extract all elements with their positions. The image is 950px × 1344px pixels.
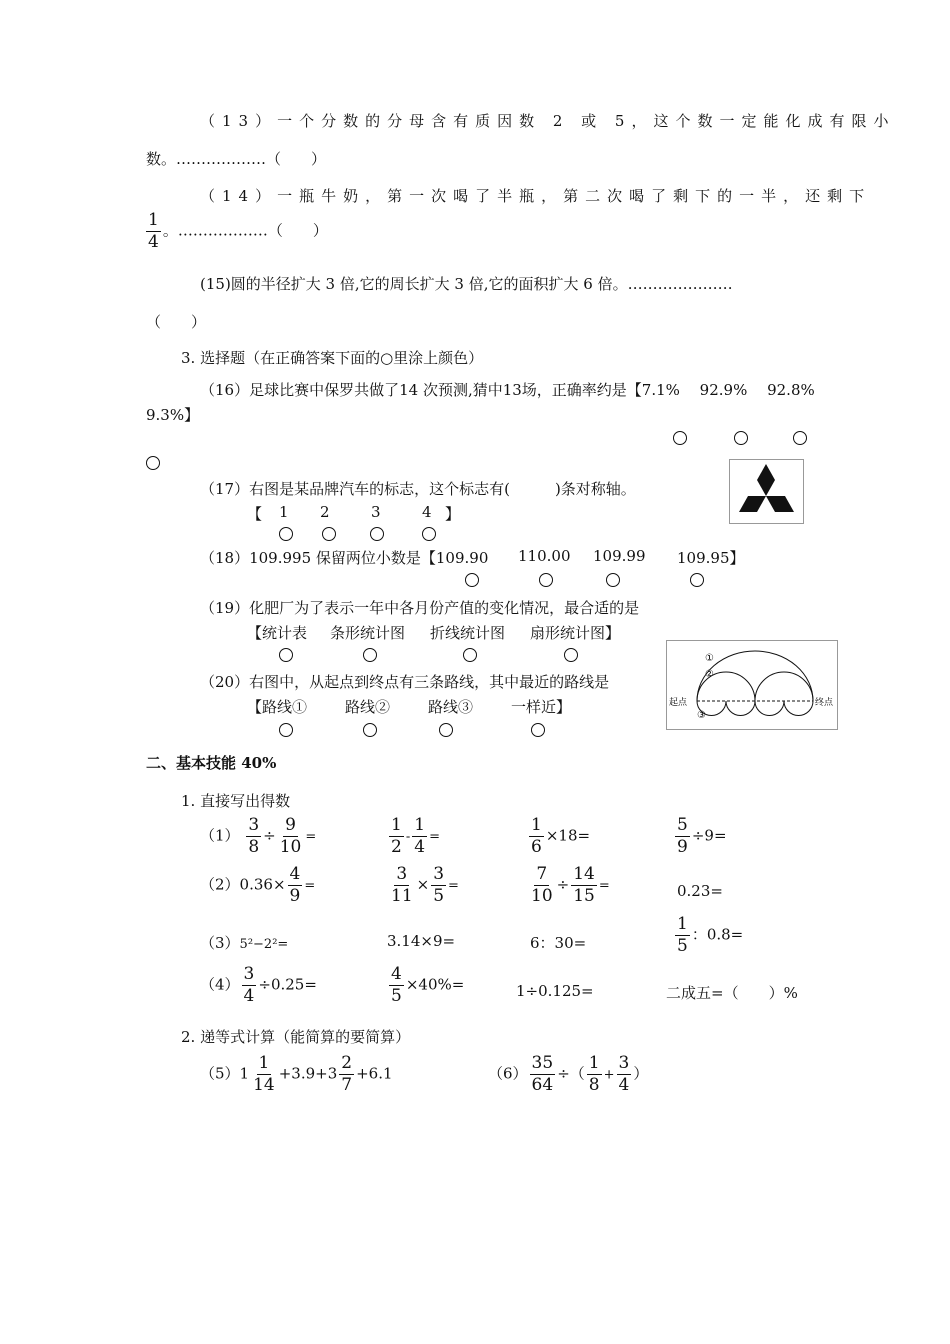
q19-text: （19）化肥厂为了表示一年中各月份产值的变化情况，最合适的是: [200, 599, 640, 617]
q16-option-circle[interactable]: [734, 431, 748, 445]
calc-row1-d: $\frac{5}{9}$ ÷9=: [677, 815, 727, 857]
calc-row3-b: 3.14×9=: [387, 932, 456, 950]
q14-line2: $\frac{1}{4}$ 。………………（ ）: [148, 210, 328, 252]
q20-option-circle[interactable]: [531, 723, 545, 737]
calc-row1-a: （1） $\frac{3}{8}$ ÷ $\frac{9}{10}$ =: [200, 815, 317, 857]
calc-row3-a: （3）5²−2²=: [200, 934, 289, 952]
q19-option-label: 条形统计图: [330, 624, 406, 642]
q19-option-label: 扇形统计图】: [530, 624, 621, 642]
q17-option-label: 2: [320, 503, 330, 521]
calc-q5: （5）1 $\frac{1}{14}$ +3.9+3 $\frac{2}{7}$ +6.1: [200, 1053, 393, 1095]
calc-row2-d: 0.23=: [677, 882, 723, 900]
q20-option-label: 【路线①: [247, 698, 308, 716]
fraction: $\frac{9}{10}$: [279, 815, 302, 857]
q13-line2: 数。………………（ ）: [146, 150, 327, 168]
calc-row2-a: （2）0.36× $\frac{4}{9}$ =: [200, 864, 316, 906]
q14-fraction: $\frac{1}{4}$: [148, 210, 159, 252]
q18-option-label: 110.00: [518, 547, 571, 565]
calc-q6: （6） $\frac{35}{64}$ ÷（ $\frac{1}{8}$ + $\frac{3}{4}$ ）: [488, 1053, 649, 1095]
q18-option-circle[interactable]: [606, 573, 620, 587]
q16-line1: （16）足球比赛中保罗共做了14 次预测,猜中13场，正确率约是【7.1% 92.9% 92.8%: [200, 381, 815, 399]
q20-option-circle[interactable]: [279, 723, 293, 737]
q20-option-label: 一样近】: [511, 698, 572, 716]
q15-line2: （ ）: [146, 313, 207, 331]
section2-sub1: 1. 直接写出得数: [181, 792, 291, 810]
q20-option-circle[interactable]: [439, 723, 453, 737]
fraction: $\frac{1}{6}$: [531, 815, 542, 857]
q16-option-circle[interactable]: [793, 431, 807, 445]
route-diagram: [667, 641, 837, 729]
q20-option-circle[interactable]: [363, 723, 377, 737]
fraction: $\frac{14}{15}$: [573, 864, 595, 906]
q20-option-label: 路线③: [428, 698, 474, 716]
calc-row4-c: 1÷0.125=: [516, 982, 594, 1000]
route-2-label: ②: [705, 669, 714, 680]
q17-option-label: 4: [422, 503, 432, 521]
section2-sub2: 2. 递等式计算（能简算的要简算）: [181, 1028, 411, 1046]
q17-bracket-close: 】: [445, 505, 461, 523]
calc-row1-b: $\frac{1}{2}$ - $\frac{1}{4}$ =: [391, 815, 440, 857]
three-diamond-logo-icon: [730, 460, 803, 523]
route-figure: [666, 640, 838, 730]
route-3-label: ③: [697, 710, 706, 721]
q15-line1: (15)圆的半径扩大 3 倍,它的周长扩大 3 倍,它的面积扩大 6 倍。…………………: [200, 275, 733, 293]
fraction: $\frac{2}{7}$: [341, 1053, 353, 1095]
fraction: $\frac{1}{5}$: [677, 914, 688, 956]
fraction: $\frac{3}{4}$: [243, 964, 255, 1006]
choice-heading: 3. 选择题（在正确答案下面的○里涂上颜色）: [181, 349, 484, 367]
q19-option-label: 【统计表: [247, 624, 308, 642]
calc-row2-b: $\frac{3}{11}$ × $\frac{3}{5}$ =: [391, 864, 459, 906]
section2-title: 二、基本技能 40%: [146, 754, 277, 772]
q17-option-circle[interactable]: [279, 527, 293, 541]
route-start-label: 起点: [669, 698, 688, 708]
car-logo-image: [729, 459, 804, 524]
calc-row3-d: $\frac{1}{5}$ ：0.8=: [677, 914, 744, 956]
q19-option-circle[interactable]: [363, 648, 377, 662]
q16-line2: 9.3%】: [146, 406, 200, 424]
route-end-label: 终点: [815, 698, 834, 708]
fraction: $\frac{1}{2}$: [391, 815, 402, 857]
fraction: $\frac{1}{8}$: [588, 1053, 600, 1095]
q19-option-label: 折线统计图: [430, 624, 506, 642]
q16-option-circle[interactable]: [146, 456, 160, 470]
q17-option-circle[interactable]: [422, 527, 436, 541]
q17-option-label: 1: [279, 503, 289, 521]
q18-option-label: 109.99: [593, 547, 646, 565]
q18-text: （18）109.995 保留两位小数是【109.90: [200, 549, 489, 567]
fraction: $\frac{3}{4}$: [618, 1053, 630, 1095]
fraction: $\frac{3}{5}$: [433, 864, 445, 906]
q14-line1: （14）一瓶牛奶，第一次喝了半瓶，第二次喝了剩下的一半，还剩下: [200, 187, 872, 205]
q19-option-circle[interactable]: [564, 648, 578, 662]
q18-option-label: 109.95】: [677, 549, 745, 567]
q13-line1: （13）一个分数的分母含有质因数 2 或 5，这个数一定能化成有限小: [200, 112, 896, 130]
fraction: $\frac{7}{10}$: [531, 864, 553, 906]
fraction: $\frac{4}{5}$: [391, 964, 402, 1006]
fraction: $\frac{5}{9}$: [677, 815, 688, 857]
route-1-label: ①: [705, 653, 714, 664]
calc-row4-d: 二成五=（ ）%: [666, 984, 798, 1002]
q18-option-circle[interactable]: [465, 573, 479, 587]
calc-row4-b: $\frac{4}{5}$ ×40%=: [391, 964, 465, 1006]
q17-bracket-open: 【: [247, 505, 263, 523]
calc-row4-a: （4） $\frac{3}{4}$ ÷0.25=: [200, 964, 317, 1006]
q19-option-circle[interactable]: [279, 648, 293, 662]
q17-text: （17）右图是某品牌汽车的标志，这个标志有( )条对称轴。: [200, 480, 636, 498]
q20-option-label: 路线②: [345, 698, 391, 716]
fraction: $\frac{1}{14}$: [253, 1053, 275, 1095]
calc-row2-c: $\frac{7}{10}$ ÷ $\frac{14}{15}$ =: [531, 864, 610, 906]
q17-option-circle[interactable]: [370, 527, 384, 541]
fraction: $\frac{35}{64}$: [531, 1053, 554, 1095]
q16-option-circle[interactable]: [673, 431, 687, 445]
q19-option-circle[interactable]: [463, 648, 477, 662]
fraction: $\frac{3}{8}$: [248, 815, 260, 857]
q17-option-circle[interactable]: [322, 527, 336, 541]
q18-option-circle[interactable]: [539, 573, 553, 587]
calc-row3-c: 6：30=: [530, 934, 587, 952]
fraction: $\frac{3}{11}$: [391, 864, 413, 906]
fraction: $\frac{4}{9}$: [289, 864, 301, 906]
q20-text: （20）右图中，从起点到终点有三条路线，其中最近的路线是: [200, 673, 610, 691]
q17-option-label: 3: [371, 503, 381, 521]
q18-option-circle[interactable]: [690, 573, 704, 587]
calc-row1-c: $\frac{1}{6}$ ×18=: [531, 815, 591, 857]
fraction: $\frac{1}{4}$: [414, 815, 426, 857]
